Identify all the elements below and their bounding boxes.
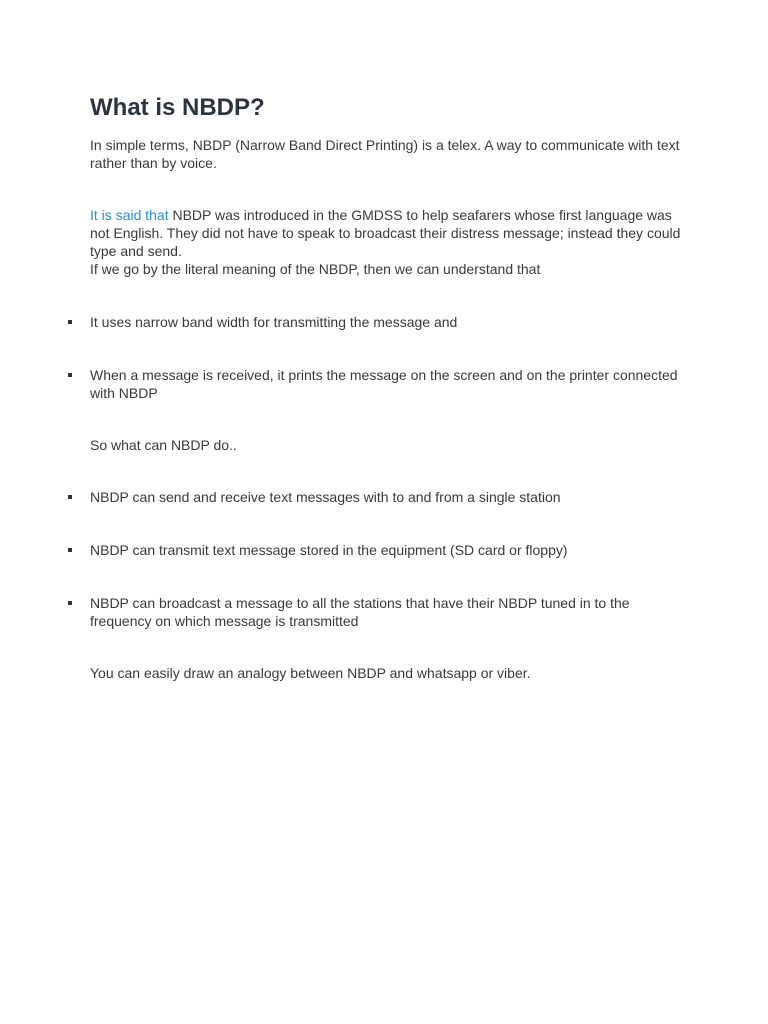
capabilities-heading: So what can NBDP do.. [90,437,237,453]
bullet-icon [68,601,72,605]
list-item-text: It uses narrow band width for transmitting the message and [90,314,458,330]
bullet-icon [68,320,72,324]
closing-paragraph: You can easily draw an analogy between NBDP and whatsapp or viber. [90,665,531,681]
intro-paragraph: In simple terms, NBDP (Narrow Band Direct Printing) is a telex. A way to communicate with text rather than by voice. [90,137,680,171]
list-item-text: When a message is received, it prints the message on the screen and on the printer connected with NBDP [90,367,678,401]
bullet-icon [68,495,72,499]
it-is-said-link[interactable]: It is said that [90,207,169,223]
list-item-text: NBDP can transmit text message stored in the equipment (SD card or floppy) [90,542,568,558]
bullet-icon [68,548,72,552]
list-item-text: NBDP can broadcast a message to all the stations that have their NBDP tuned in to the frequency on which message is transmitted [90,595,630,629]
history-paragraph [90,206,690,260]
history-text: NBDP was introduced in the GMDSS to help seafarers whose first language was not English. They did not have to speak to broadcast their distress message; instead they could type and send. [90,207,681,259]
literal-meaning-paragraph: If we go by the literal meaning of the NBDP, then we can understand that [90,261,541,277]
bullet-icon [68,373,72,377]
list-item-text: NBDP can send and receive text messages with to and from a single station [90,489,561,505]
page-title: What is NBDP? [90,94,265,121]
